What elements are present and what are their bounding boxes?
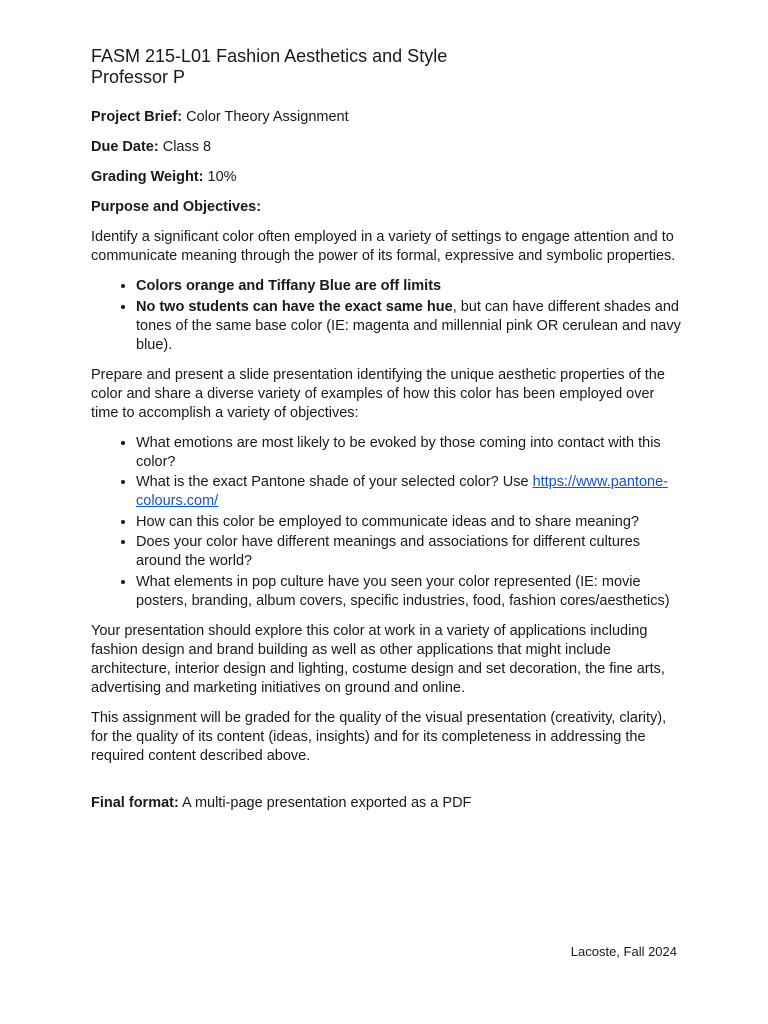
purpose-heading-label: Purpose and Objectives: xyxy=(91,199,262,215)
grading-weight-value: 10% xyxy=(203,169,237,185)
list-item xyxy=(136,298,681,355)
final-format-value: A multi-page presentation exported as a PDF xyxy=(178,794,472,811)
purpose-heading xyxy=(91,198,681,217)
intro-paragraph: Identify a significant color often employed in a variety of settings to engage attention and to communicate meaning through the power of its formal, expressive and symbolic properties. xyxy=(91,229,676,264)
grading-weight-label: Grading Weight: xyxy=(91,169,204,185)
pantone-link[interactable]: https://www.pantone-colours.com/ xyxy=(136,474,668,509)
list-item: • What elements in pop culture have you seen your color represented (IE: movie posters, branding, album covers, specific industries, food, fashion cores/aesthetics) xyxy=(136,573,681,611)
professor-name: Professor P xyxy=(91,67,186,87)
due-date-label: Due Date: xyxy=(91,139,159,155)
questions-list xyxy=(91,434,681,611)
due-date xyxy=(91,138,681,157)
prepare-paragraph: Prepare and present a slide presentation identifying the unique aesthetic properties of the color and share a diverse variety of examples of how this color has been employed over time to accomplish a variety of objectives: xyxy=(91,366,665,421)
grading-weight xyxy=(91,168,681,187)
document-page xyxy=(91,46,681,813)
rule-unique-hue-detail: , but can have different shades and tones of the same base color (IE: magenta and millennial pink OR cerulean and navy blue). xyxy=(136,298,681,353)
rule-colors-off-limits: Colors orange and Tiffany Blue are off limits xyxy=(136,278,442,294)
course-title: FASM 215-L01 Fashion Aesthetics and Style xyxy=(91,46,448,66)
list-item: • What emotions are most likely to be evoked by those coming into contact with this color? xyxy=(136,434,681,472)
project-brief xyxy=(91,108,681,127)
final-format-label: Final format: xyxy=(91,794,179,811)
final-format xyxy=(91,794,681,813)
project-brief-label: Project Brief: xyxy=(91,109,183,125)
rules-list xyxy=(91,277,681,355)
project-brief-value: Color Theory Assignment xyxy=(182,109,349,125)
explore-paragraph: Your presentation should explore this color at work in a variety of applications including fashion design and brand building as well as other applications that might include architecture, interior design and lighting, costume design and set decoration, the fine arts, advertising and marketing initiatives on ground and online. xyxy=(91,622,665,696)
list-item: • Does your color have different meanings and associations for different cultures around the world? xyxy=(136,533,681,571)
footer-note: Lacoste, Fall 2024 xyxy=(570,944,677,959)
list-item: • How can this color be employed to communicate ideas and to share meaning? xyxy=(136,513,681,532)
grading-paragraph: This assignment will be graded for the quality of the visual presentation (creativity, clarity), for the quality of its content (ideas, insights) and for its completeness in addressing the required content described above. xyxy=(91,709,667,764)
list-item xyxy=(136,473,681,511)
pantone-question: What is the exact Pantone shade of your selected color? Use xyxy=(136,474,529,490)
list-item xyxy=(136,277,681,296)
due-date-value: Class 8 xyxy=(158,139,212,155)
rule-unique-hue: No two students can have the exact same hue xyxy=(136,298,453,315)
